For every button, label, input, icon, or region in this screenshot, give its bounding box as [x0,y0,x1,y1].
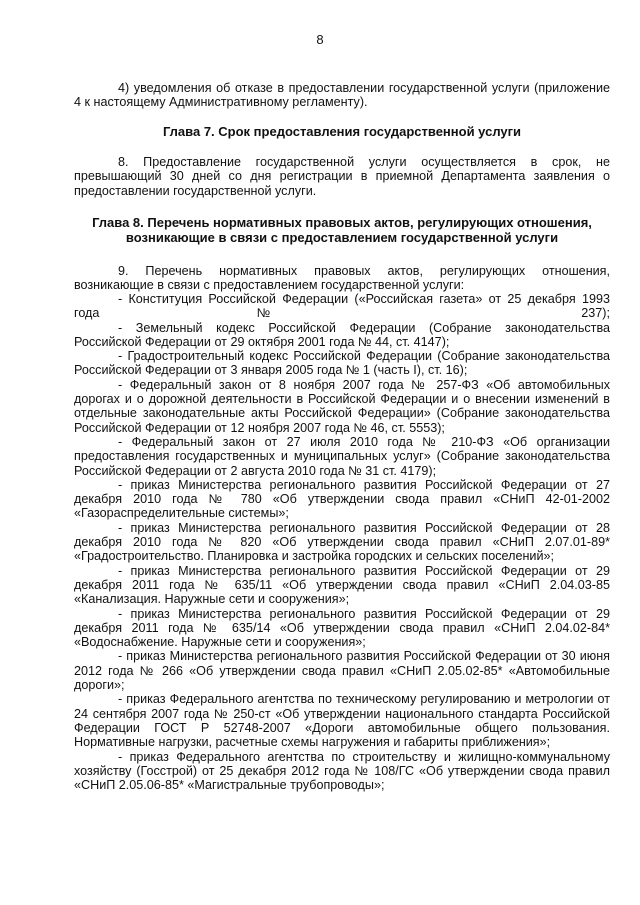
list-item-urban-code: - Градостроительный кодекс Российской Федерации (Собрание законодательства Российской Федерации от 3 января 2005 года № 1 (часть I), ст. 16); [74,349,610,378]
list-item-order-635-14: - приказ Министерства регионального развития Российской Федерации от 29 декабря 2011 года № 635/14 «Об утверждении свода правил «СНиП 2.04.02-84* «Водоснабжение. Наружные сети и сооружения»; [74,606,610,650]
chapter8-title-line1: Глава 8. Перечень нормативных правовых актов, регулирующих отношения, [92,215,592,230]
list-item-order-780: - приказ Министерства регионального развития Российской Федерации от 27 декабря 2010 года № 780 «Об утверждении свода правил «СНиП 42-01-2002 «Газораспределительные системы»; [74,477,610,521]
list-item-constitution: - Конституция Российской Федерации («Российская газета» от 25 декабря 1993 года № 237); [74,292,610,321]
chapter7-title: Глава 7. Срок предоставления государственной услуги [162,124,522,139]
page-number: 8 [316,32,324,47]
list-item-order-250: - приказ Федерального агентства по техническому регулированию и метрологии от 24 сентября 2007 года № 250-ст «Об утверждении национального стандарта Российской Федерации ГОСТ Р 52748-2007 «Дороги автомобильные общего пользования. Нормативные нагрузки, расчетные схемы нагружения и габариты приближения»; [74,692,610,750]
chapter8-paragraph: 9. Перечень нормативных правовых актов, регулирующих отношения, возникающие в связи с предоставлением государственной услуги: [74,264,610,293]
list-item-order-635-11: - приказ Министерства регионального развития Российской Федерации от 29 декабря 2011 года № 635/11 «Об утверждении свода правил «СНиП 2.04.03-85 «Канализация. Наружные сети и сооружения»; [74,563,610,607]
list-item-law-210: - Федеральный закон от 27 июля 2010 года № 210-ФЗ «Об организации предоставления государственных и муниципальных услуг» (Собрание законодательства Российской Федерации от 2 августа 2010 года № 31 ст. 4179); [74,434,610,478]
list-item-order-266: - приказ Министерства регионального развития Российской Федерации от 30 июня 2012 года № 266 «Об утверждении свода правил «СНиП 2.05.02-85* «Автомобильные дороги»; [74,649,610,693]
intro-item: 4) уведомления об отказе в предоставлении государственной услуги (приложение 4 к настоящему Административному регламенту). [74,81,610,110]
list-item-land-code: - Земельный кодекс Российской Федерации (Собрание законодательства Российской Федерации от 29 октября 2001 года № 44, ст. 4147); [74,320,610,349]
chapter7-paragraph: 8. Предоставление государственной услуги осуществляется в срок, не превышающий 30 дней со дня регистрации в приемной Департамента заявления о предоставлении государственной услуги. [74,155,610,198]
list-item-law-257: - Федеральный закон от 8 ноября 2007 года № 257-ФЗ «Об автомобильных дорогах и о дорожной деятельности в Российской Федерации и о внесении изменений в отдельные законодательные акты Российской Федерации» (Собрание законодательства Российской Федерации от 12 ноября 2007 года № 46, ст. 5553); [74,377,610,435]
list-item-order-108: - приказ Федерального агентства по строительству и жилищно-коммунальному хозяйству (Госстрой) от 25 декабря 2012 года № 108/ГС «Об утверждении свода правил «СНиП 2.05.06-85* «Магистральные трубопроводы»; [74,749,610,793]
list-item-order-820: - приказ Министерства регионального развития Российской Федерации от 28 декабря 2010 года № 820 «Об утверждении свода правил «СНиП 2.07.01-89* «Градостроительство. Планировка и застройка городских и сельских поселений»; [74,520,610,564]
chapter8-title-line2: возникающие в связи с предоставлением государственной услуги [125,230,559,245]
